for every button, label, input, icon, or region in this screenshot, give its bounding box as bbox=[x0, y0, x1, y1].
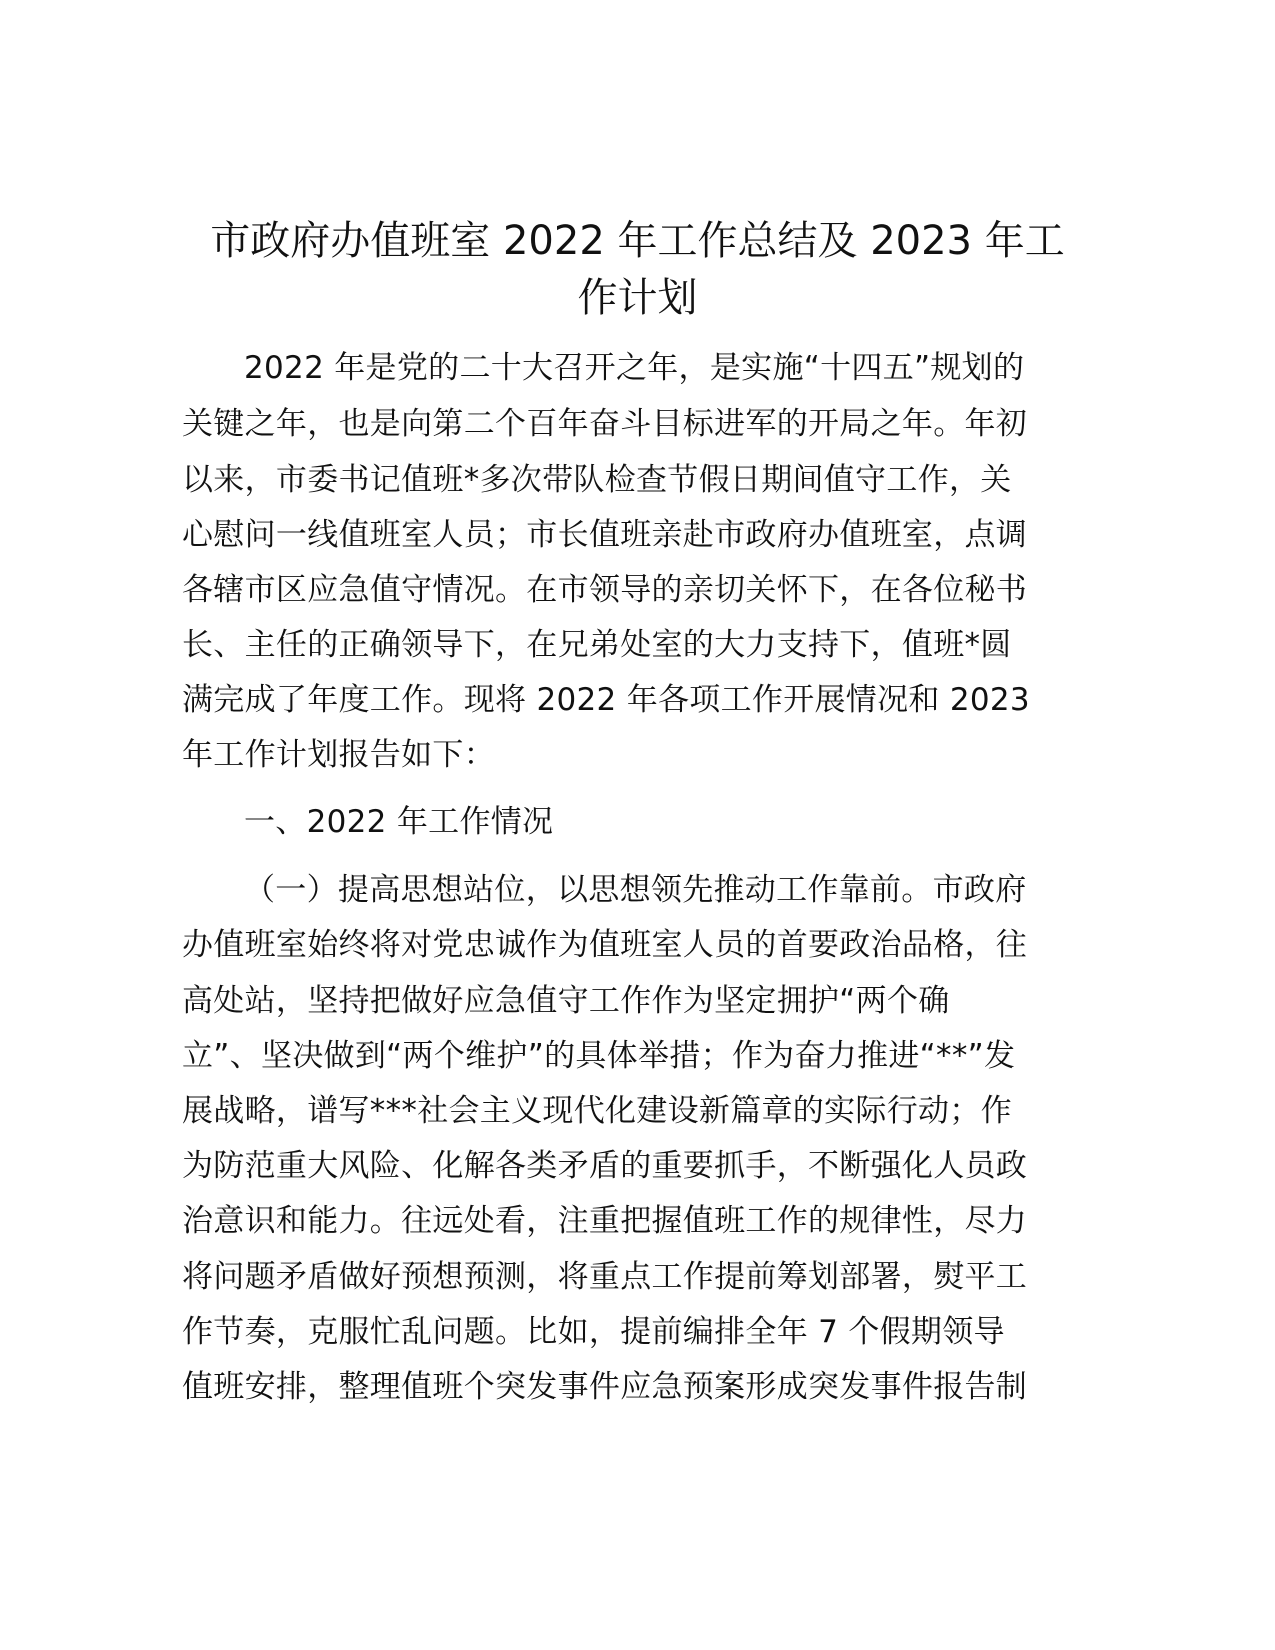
paragraph-line: 将问题矛盾做好预想预测，将重点工作提前筹划部署，熨平工 bbox=[182, 1259, 1028, 1295]
paragraph-line: 各辖市区应急值守情况。在市领导的亲切关怀下，在各位秘书 bbox=[182, 572, 1028, 608]
paragraph-line: （一）提高思想站位，以思想领先推动工作靠前。市政府 bbox=[244, 872, 1027, 908]
document-title-line-2: 作计划 bbox=[577, 275, 698, 321]
paragraph-line: 关键之年，也是向第二个百年奋斗目标进军的开局之年。年初 bbox=[182, 406, 1028, 442]
paragraph-line: 治意识和能力。往远处看，注重把握值班工作的规律性，尽力 bbox=[182, 1203, 1028, 1239]
paragraph-line: 年工作计划报告如下： bbox=[182, 737, 495, 773]
section-heading: 一、2022 年工作情况 bbox=[244, 804, 554, 840]
document-title-line-1: 市政府办值班室 2022 年工作总结及 2023 年工 bbox=[210, 218, 1065, 264]
paragraph-line: 办值班室始终将对党忠诚作为值班室人员的首要政治品格，往 bbox=[182, 927, 1028, 963]
paragraph-line: 值班安排，整理值班个突发事件应急预案形成突发事件报告制 bbox=[182, 1369, 1028, 1405]
paragraph-line: 满完成了年度工作。现将 2022 年各项工作开展情况和 2023 bbox=[182, 682, 1030, 718]
paragraph-line: 立”、坚决做到“两个维护”的具体举措；作为奋力推进“**”发 bbox=[182, 1038, 1016, 1074]
paragraph-line: 心慰问一线值班室人员；市长值班亲赴市政府办值班室，点调 bbox=[182, 517, 1028, 553]
paragraph-line: 展战略，谱写***社会主义现代化建设新篇章的实际行动；作 bbox=[182, 1093, 1012, 1129]
paragraph-line: 长、主任的正确领导下，在兄弟处室的大力支持下，值班*圆 bbox=[182, 627, 1012, 663]
paragraph-line: 高处站，坚持把做好应急值守工作作为坚定拥护“两个确 bbox=[182, 983, 950, 1019]
paragraph-line: 2022 年是党的二十大召开之年，是实施“十四五”规划的 bbox=[244, 350, 1025, 386]
paragraph-line: 为防范重大风险、化解各类矛盾的重要抓手，不断强化人员政 bbox=[182, 1148, 1028, 1184]
paragraph-line: 作节奏，克服忙乱问题。比如，提前编排全年 7 个假期领导 bbox=[182, 1314, 1005, 1350]
paragraph-line: 以来，市委书记值班*多次带队检查节假日期间值守工作，关 bbox=[182, 462, 1012, 498]
